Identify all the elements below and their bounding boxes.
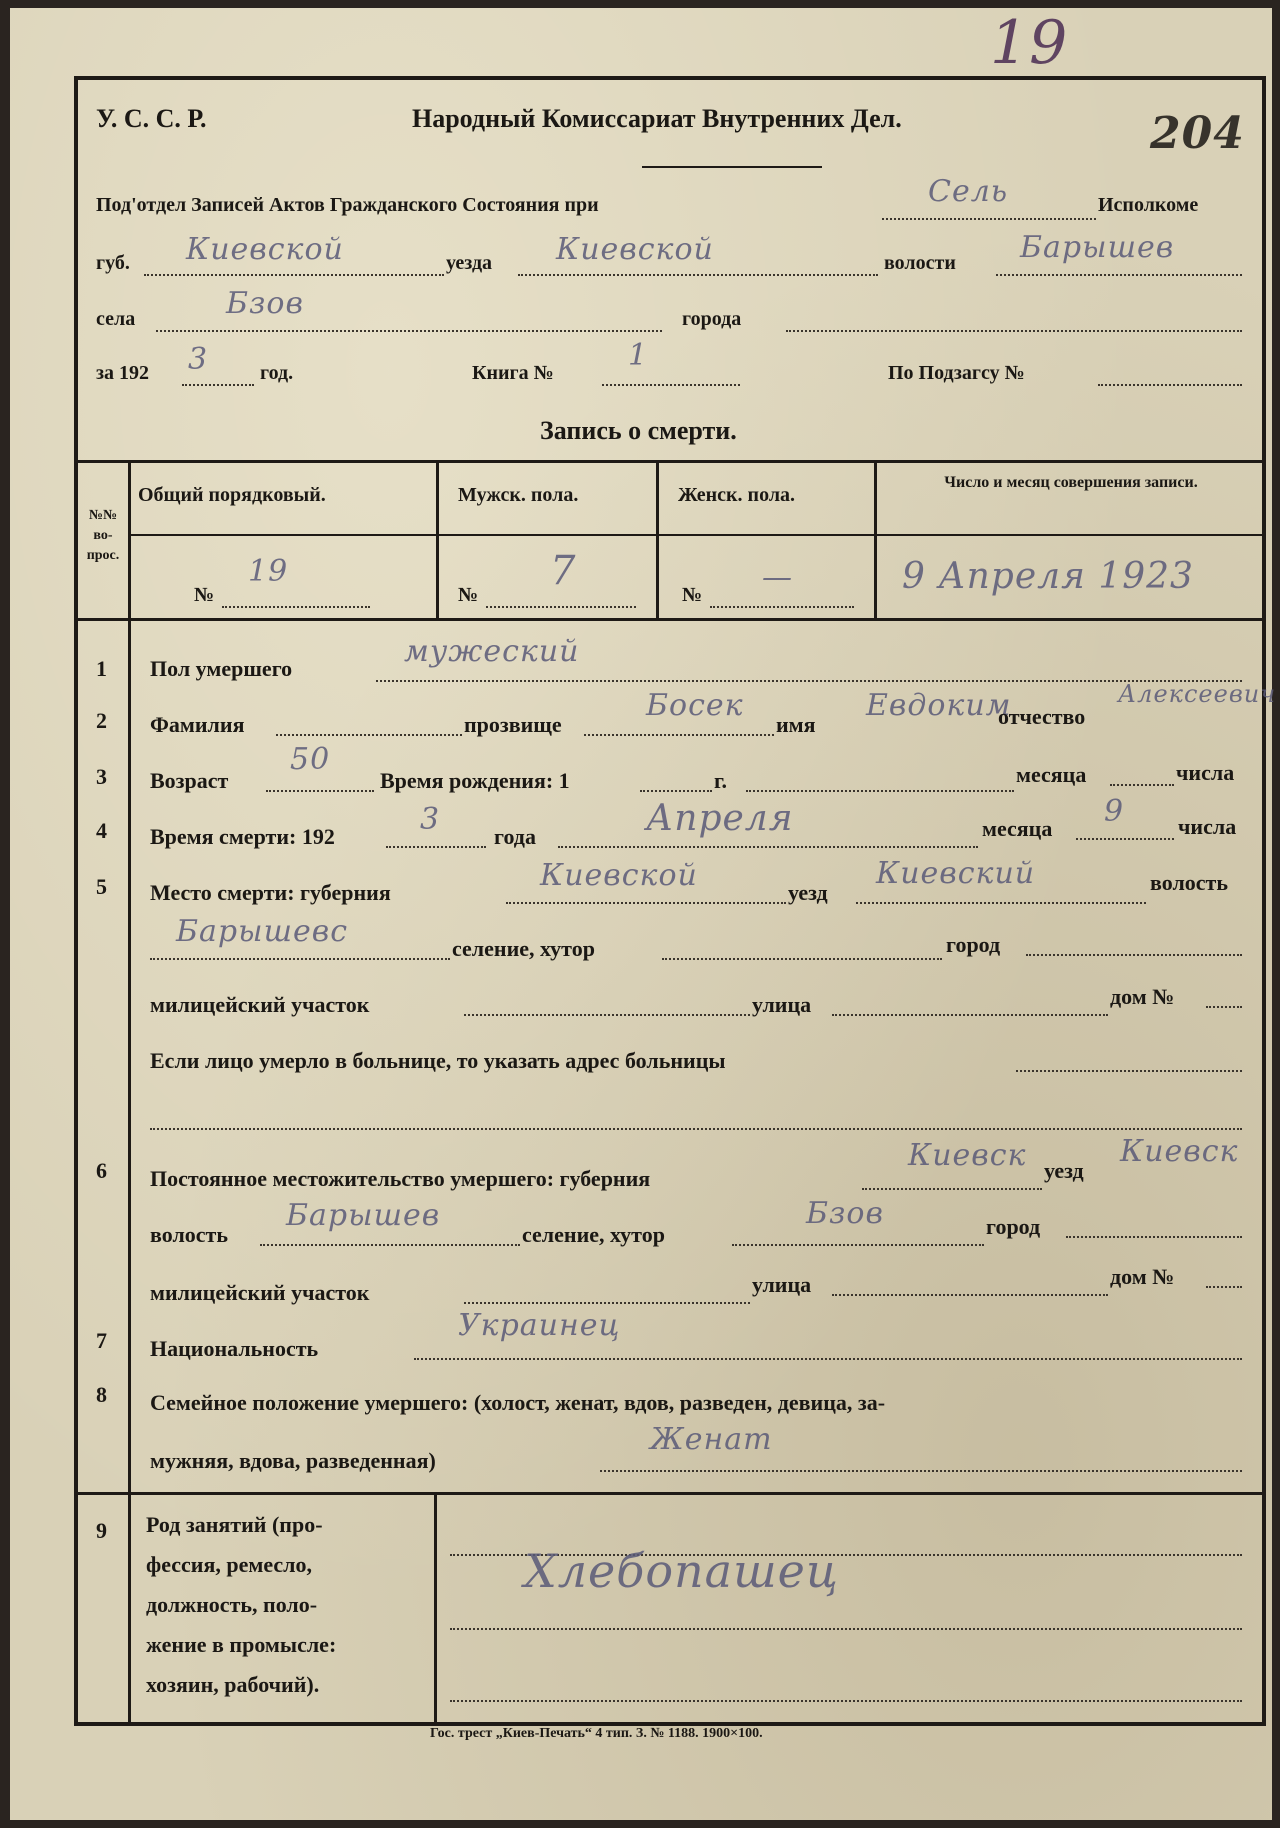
- q9-value: Хлебопашец: [524, 1544, 839, 1598]
- q9-line4: жение в промысле:: [146, 1632, 337, 1657]
- q2-imya-value: Евдоким: [866, 688, 1012, 723]
- document-sheet: [10, 8, 1277, 1820]
- subdept-value: Сель: [928, 174, 1009, 209]
- q2-label: Фамилия: [150, 712, 245, 737]
- q6-number: 6: [96, 1158, 107, 1183]
- year-suffix: год.: [260, 362, 294, 384]
- record-mark: 204: [1150, 108, 1245, 159]
- q8-number: 8: [96, 1382, 107, 1407]
- q6-selenie-value: Бзов: [806, 1196, 884, 1231]
- q5-gorod: город: [946, 932, 1001, 957]
- uezd-label: уезда: [446, 252, 493, 274]
- q9-line1: Род занятий (про-: [146, 1512, 323, 1537]
- q6-uezd: уезд: [1044, 1158, 1084, 1183]
- form-title: Запись о смерти.: [540, 416, 737, 445]
- q5-dom: дом №: [1110, 984, 1175, 1009]
- q6-milic: милицейский участок: [150, 1280, 370, 1305]
- female-no-sign: №: [682, 584, 703, 606]
- year-prefix: за 192: [96, 362, 150, 384]
- q5-volost-value: Барышевс: [176, 914, 349, 949]
- q4-number: 4: [96, 818, 107, 843]
- subdept-prefix: Под'отдел Записей Актов Гражданского Состояния при: [96, 194, 599, 216]
- q5-hospital: Если лицо умерло в больнице, то указать адрес больницы: [150, 1048, 726, 1073]
- date-value: 9 Апреля 1923: [902, 556, 1194, 597]
- q6-gorod: город: [986, 1214, 1041, 1239]
- q4-goda: года: [494, 824, 536, 849]
- q2-otch: отчество: [998, 704, 1086, 729]
- selo-label: села: [96, 308, 136, 330]
- q9-line5: хозяин, рабочий).: [146, 1672, 320, 1697]
- q5-number: 5: [96, 874, 107, 899]
- q2-prozv: прозвище: [464, 712, 562, 737]
- selo-value: Бзов: [226, 286, 304, 321]
- female-header: Женск. пола.: [678, 484, 796, 506]
- general-value: 19: [248, 554, 289, 589]
- q6-gub-value: Киевск: [908, 1138, 1027, 1173]
- q3-label: Возраст: [150, 768, 229, 793]
- q5-volost: волость: [1150, 870, 1228, 895]
- female-value: —: [762, 560, 793, 595]
- q3-birth: Время рождения: 1: [380, 768, 570, 793]
- q4-month: месяца: [982, 816, 1053, 841]
- podzags-label: По Подзагсу №: [888, 362, 1025, 384]
- q6-volost-value: Барышев: [286, 1198, 441, 1233]
- year-value: 3: [188, 342, 209, 377]
- title-underline: [642, 166, 822, 168]
- q2-imya: имя: [776, 712, 816, 737]
- q1-number: 1: [96, 656, 107, 681]
- q5-label: Место смерти: губерния: [150, 880, 391, 905]
- commissariat-title: Народный Комиссариат Внутренних Дел.: [412, 104, 902, 133]
- q5-gub-value: Киевской: [540, 858, 698, 893]
- gub-label: губ.: [96, 252, 130, 274]
- goroda-label: города: [682, 308, 742, 330]
- kniga-value: 1: [628, 338, 649, 373]
- q6-selenie: селение, хутор: [522, 1222, 665, 1247]
- q5-selenie: селение, хутор: [452, 936, 595, 961]
- q3-month: месяца: [1016, 762, 1087, 787]
- q6-label: Постоянное местожительство умершего: губерния: [150, 1166, 651, 1191]
- q1-label: Пол умершего: [150, 656, 293, 681]
- q5-milic: милицейский участок: [150, 992, 370, 1017]
- general-header: Общий порядковый.: [138, 484, 326, 506]
- state-title: У. С. С. Р.: [96, 104, 207, 133]
- q1-value: мужеский: [404, 634, 580, 669]
- q4-day: числа: [1178, 814, 1237, 839]
- q7-number: 7: [96, 1328, 107, 1353]
- q3-g: г.: [714, 768, 728, 793]
- q3-value: 50: [290, 742, 331, 777]
- q8-label: Семейное положение умершего: (холост, женат, вдов, разведен, девица, за-: [150, 1390, 886, 1415]
- male-header: Мужск. пола.: [458, 484, 579, 506]
- q6-dom: дом №: [1110, 1264, 1175, 1289]
- q9-line3: должность, поло-: [146, 1592, 318, 1617]
- q4-month-value: Апреля: [646, 798, 794, 839]
- male-value: 7: [550, 548, 577, 594]
- general-no-sign: №: [194, 584, 215, 606]
- q5-uezd-value: Киевский: [876, 856, 1036, 891]
- q6-volost: волость: [150, 1222, 228, 1247]
- date-header: Число и месяц совершения записи.: [944, 474, 1198, 491]
- male-no-sign: №: [458, 584, 479, 606]
- q2-otch-value: Алексеевич: [1118, 680, 1277, 708]
- q4-year: 3: [420, 802, 441, 837]
- uezd-value: Киевской: [556, 232, 714, 267]
- q5-ulica: улица: [752, 992, 812, 1017]
- q6-ulica: улица: [752, 1272, 812, 1297]
- subdept-suffix: Исполкоме: [1098, 194, 1199, 216]
- gub-value: Киевской: [186, 232, 344, 267]
- q2-number: 2: [96, 708, 107, 733]
- q3-day: числа: [1176, 760, 1235, 785]
- q9-number: 9: [96, 1518, 107, 1543]
- q3-number: 3: [96, 764, 107, 789]
- volost-value: Барышев: [1020, 230, 1175, 265]
- qnum-header: №№ во-прос.: [86, 508, 120, 563]
- volost-label: волости: [884, 252, 956, 274]
- kniga-label: Книга №: [472, 362, 554, 384]
- q7-label: Национальность: [150, 1336, 319, 1361]
- q9-line2: фессия, ремесло,: [146, 1552, 312, 1577]
- footer-imprint: Гос. трест „Киев-Печать“ 4 тип. З. № 1188. 1900×100.: [430, 1726, 763, 1741]
- q8-value: Женат: [650, 1422, 773, 1457]
- corner-number: 19: [990, 8, 1069, 78]
- q7-value: Украинец: [458, 1308, 621, 1343]
- q5-uezd: уезд: [788, 880, 828, 905]
- q6-uezd-value: Киевск: [1120, 1134, 1239, 1169]
- q2-prozv-value: Босек: [646, 688, 744, 723]
- q4-label: Время смерти: 192: [150, 824, 335, 849]
- q8-label2: мужняя, вдова, разведенная): [150, 1448, 436, 1473]
- q4-day-value: 9: [1104, 794, 1125, 829]
